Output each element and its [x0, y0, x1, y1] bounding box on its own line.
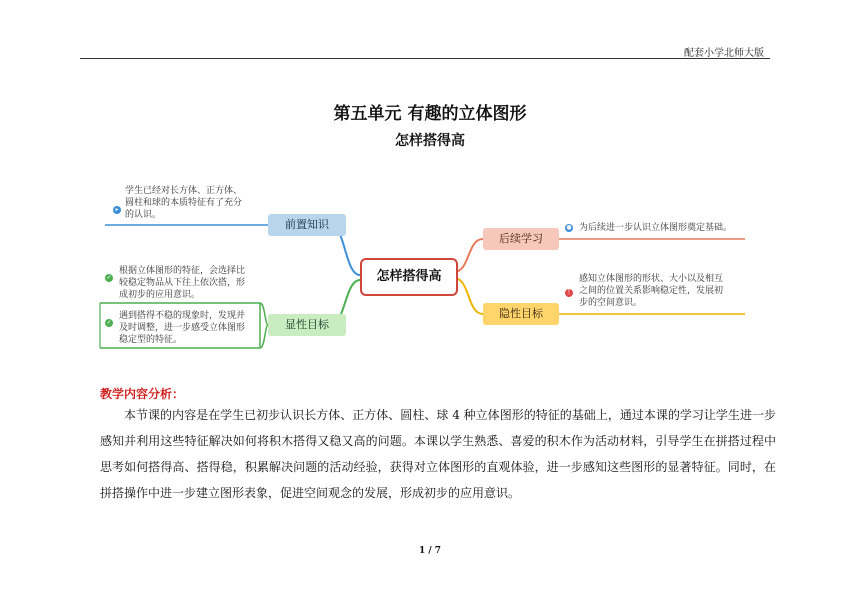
header-rule [80, 58, 770, 59]
flag-icon: ▸ [113, 206, 121, 214]
branch-prerequisite: 前置知识 [268, 214, 346, 236]
note-follow-up: 为后续进一步认识立体图形奠定基础。 [579, 223, 733, 233]
warning-icon: ! [565, 289, 573, 297]
analysis-heading: 教学内容分析： [100, 387, 185, 401]
header-note: 配套小学北师大版 [684, 48, 764, 59]
check-icon: ✓ [106, 274, 112, 281]
branch-implicit-goals: 隐性目标 [483, 303, 559, 325]
mind-map [95, 180, 755, 355]
branch-explicit-goals: 显性目标 [268, 314, 346, 336]
branch-follow-up: 后续学习 [483, 228, 559, 250]
analysis-paragraph: 本节课的内容是在学生已初步认识长方体、正方体、圆柱、球 4 种立体图形的特征的基础上，通过本课的学习让学生进一步感知并利用这些特征解决如何将积木搭得又稳又高的问题。本课以学生熟悉、喜爱的积木作为活动材料，引导学生在拼搭过程中思考如何搭得高、搭得稳，积累解决问题的活动经验，获得对立体图形的直观体验，进一步感知这些图形的显著特征。同时，在拼搭操作中进一步建立图形表象，促进空间观念的发展，形成初步的应用意识。 [100, 408, 776, 500]
target-icon: ● [566, 224, 572, 231]
page-subtitle: 怎样搭得高 [395, 133, 465, 149]
note-explicit-1: 根据立体图形的特征，会选择比较稳定物品从下往上依次搭，形成初步的应用意识。 [119, 266, 246, 300]
mind-map-center: 怎样搭得高 [360, 258, 458, 296]
note-explicit-2: 遇到搭得不稳的现象时，发现并及时调整，进一步感受立体图形稳定型的特征。 [119, 311, 246, 345]
note-prerequisite: 学生已经对长方体、正方体、圆柱和球的本质特征有了充分的认识。 [125, 186, 243, 220]
page-title: 第五单元 有趣的立体图形 [333, 104, 527, 124]
note-implicit: 感知立体图形的形状、大小以及相互之间的位置关系影响稳定性，发展初步的空间意识。 [579, 274, 724, 308]
check-icon: ✓ [106, 319, 112, 326]
page-number: 1 / 7 [418, 546, 442, 556]
